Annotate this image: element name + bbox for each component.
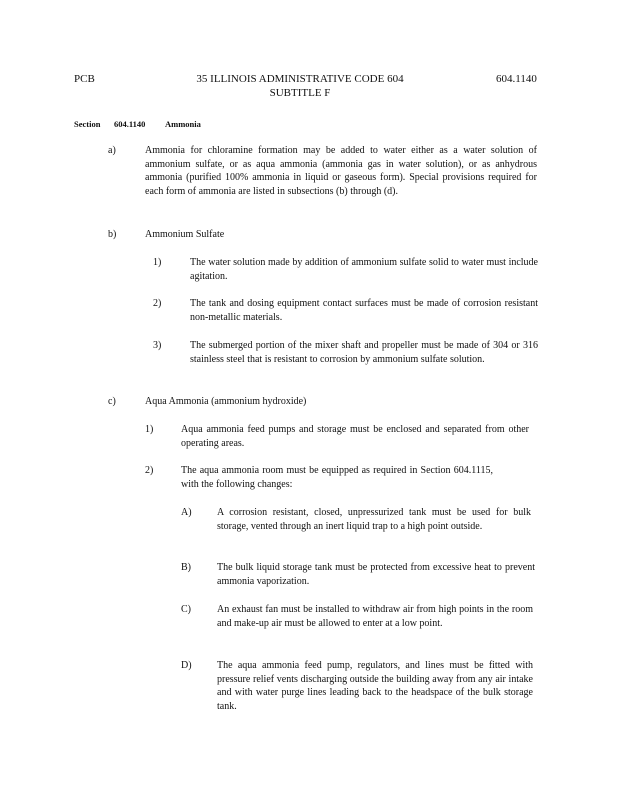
item-label-a: a) [108, 145, 116, 156]
header-title-line1: 35 ILLINOIS ADMINISTRATIVE CODE 604 [196, 73, 404, 85]
item-label-b2: 2) [153, 298, 162, 309]
item-label-b1: 1) [153, 257, 162, 268]
item-label-c2B: B) [181, 562, 191, 573]
header-title [150, 72, 450, 100]
header-section-number: 604.1140 [496, 73, 537, 85]
item-label-c: c) [108, 396, 116, 407]
item-label-b3: 3) [153, 340, 162, 351]
item-text-b2: The tank and dosing equipment contact surfaces must be made of corrosion resistant non-metallic materials. [190, 298, 538, 323]
section-number: 604.1140 [114, 119, 146, 129]
item-label-b: b) [108, 229, 117, 240]
item-text-c1: Aqua ammonia feed pumps and storage must be enclosed and separated from other operating areas. [181, 424, 529, 449]
item-label-c1: 1) [145, 424, 154, 435]
item-label-c2C: C) [181, 604, 191, 615]
item-label-c2D: D) [181, 660, 192, 671]
item-text-b: Ammonium Sulfate [145, 229, 225, 240]
item-text-b3: The submerged portion of the mixer shaft and propeller must be made of 304 or 316 stainless steel that is resistant to corrosion by ammonium sulfate solution. [190, 340, 538, 365]
item-text-c2B: The bulk liquid storage tank must be protected from excessive heat to prevent ammonia vaporization. [217, 562, 535, 587]
item-text-c2A: A corrosion resistant, closed, unpressurized tank must be used for bulk storage, vented through an inert liquid trap to a high point outside. [217, 507, 531, 532]
item-text-c: Aqua Ammonia (ammonium hydroxide) [145, 396, 307, 407]
item-text-c2: The aqua ammonia room must be equipped as required in Section 604.1115, with the following changes: [181, 465, 493, 490]
header-title-line2: SUBTITLE F [269, 87, 331, 99]
header-agency: PCB [74, 73, 95, 85]
section-word: Section [74, 119, 101, 129]
item-label-c2A: A) [181, 507, 192, 518]
item-text-b1: The water solution made by addition of ammonium sulfate solid to water must include agitation. [190, 257, 538, 282]
item-text-a: Ammonia for chloramine formation may be added to water either as a water solution of ammonium sulfate, or as aqua ammonia (ammonia gas in water solution), or as anhydrous ammonia (purified 100% ammonia in liquid or gaseous form). Special provisions required for each form of ammonia are listed in subsections (b) through (d). [145, 145, 537, 197]
item-label-c2: 2) [145, 465, 154, 476]
item-text-c2C: An exhaust fan must be installed to withdraw air from high points in the room and make-up air must be allowed to enter at a low point. [217, 604, 533, 629]
item-text-c2D: The aqua ammonia feed pump, regulators, and lines must be fitted with pressure relief vents discharging outside the building away from any air intake and with water purge lines leading back to the headspace of the bulk storage tank. [217, 660, 533, 712]
section-title: Ammonia [165, 119, 201, 129]
